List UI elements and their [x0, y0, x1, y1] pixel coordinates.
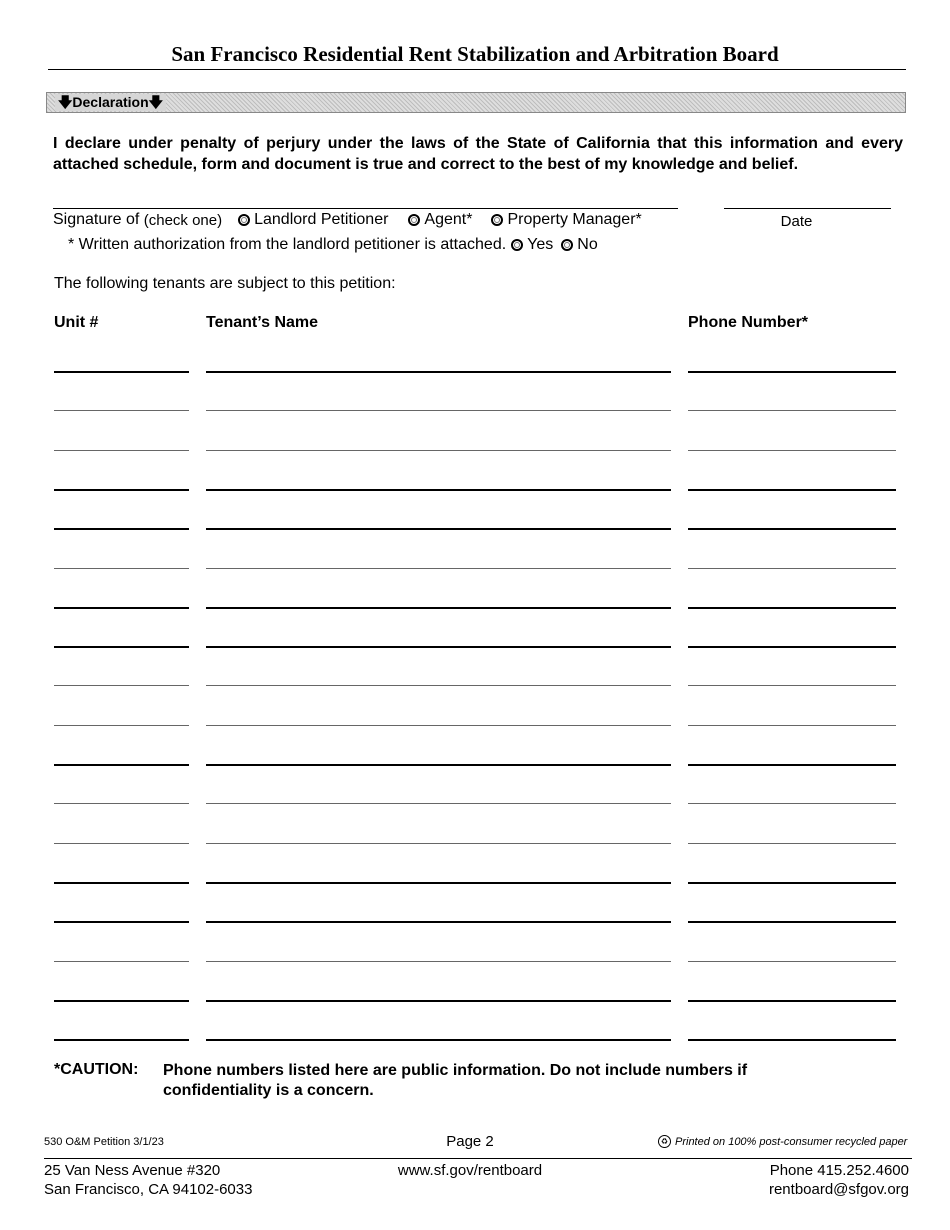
- date-label: Date: [780, 213, 813, 230]
- tenants-intro: The following tenants are subject to this petition:: [54, 275, 396, 292]
- check-one-note: (check one): [143, 211, 223, 229]
- tenant-name-field[interactable]: [206, 685, 671, 686]
- tenant-name-field[interactable]: [206, 1039, 671, 1041]
- column-header-tenant-name: Tenant’s Name: [206, 314, 319, 331]
- tenant-name-field[interactable]: [206, 882, 671, 884]
- footer-contact: [769, 1161, 909, 1199]
- tenant-name-field[interactable]: [206, 489, 671, 491]
- arrow-down-icon: 🡇: [58, 94, 73, 110]
- phone-field[interactable]: [688, 725, 896, 726]
- radio-authorization-yes[interactable]: Yes: [511, 236, 553, 254]
- unit-field[interactable]: [54, 961, 189, 962]
- authorization-row: [68, 236, 598, 254]
- caution-label: *CAUTION:: [54, 1061, 139, 1078]
- radio-circle-icon[interactable]: [408, 214, 420, 226]
- phone-field[interactable]: [688, 1000, 896, 1002]
- recycled-note: [658, 1135, 907, 1148]
- address-line-2: San Francisco, CA 94102-6033: [44, 1181, 253, 1198]
- caution-text: Phone numbers listed here are public information. Do not include numbers if confidentiality is a concern.: [163, 1062, 748, 1099]
- phone-field[interactable]: [688, 646, 896, 648]
- radio-agent[interactable]: Agent*: [408, 211, 472, 229]
- unit-field[interactable]: [54, 685, 189, 686]
- tenant-name-field[interactable]: [206, 528, 671, 530]
- unit-field[interactable]: [54, 725, 189, 726]
- tenant-name-field[interactable]: [206, 803, 671, 804]
- unit-field[interactable]: [54, 528, 189, 530]
- email-link[interactable]: rentboard@sfgov.org: [768, 1181, 909, 1198]
- phone-number: Phone 415.252.4600: [769, 1162, 909, 1179]
- address-line-1: 25 Van Ness Avenue #320: [44, 1162, 221, 1179]
- unit-field[interactable]: [54, 646, 189, 648]
- unit-field[interactable]: [54, 450, 189, 451]
- unit-field[interactable]: [54, 921, 189, 923]
- tenant-name-field[interactable]: [206, 568, 671, 569]
- tenant-name-field[interactable]: [206, 764, 671, 766]
- page-title: San Francisco Residential Rent Stabilization and Arbitration Board: [171, 42, 779, 66]
- unit-field[interactable]: [54, 882, 189, 884]
- phone-field[interactable]: [688, 882, 896, 884]
- phone-field[interactable]: [688, 450, 896, 451]
- unit-field[interactable]: [54, 1000, 189, 1002]
- tenant-name-field[interactable]: [206, 725, 671, 726]
- tenant-name-field[interactable]: [206, 1000, 671, 1002]
- phone-field[interactable]: [688, 371, 896, 373]
- tenant-name-field[interactable]: [206, 450, 671, 451]
- tenant-name-field[interactable]: [206, 607, 671, 609]
- unit-field[interactable]: [54, 764, 189, 766]
- tenant-name-field[interactable]: [206, 410, 671, 411]
- unit-field[interactable]: [54, 1039, 189, 1041]
- section-heading-text: Declaration: [72, 94, 149, 110]
- radio-landlord-petitioner[interactable]: Landlord Petitioner: [238, 211, 388, 229]
- phone-field[interactable]: [688, 803, 896, 804]
- unit-field[interactable]: [54, 489, 189, 491]
- phone-field[interactable]: [688, 764, 896, 766]
- signature-line[interactable]: [53, 208, 678, 209]
- tenant-name-field[interactable]: [206, 921, 671, 923]
- radio-authorization-no[interactable]: No: [561, 236, 597, 254]
- radio-circle-icon[interactable]: [491, 214, 503, 226]
- declaration-section-bar: [46, 92, 906, 113]
- page-number: Page 2: [446, 1133, 494, 1150]
- phone-field[interactable]: [688, 410, 896, 411]
- signature-label: Signature of: [53, 211, 140, 228]
- column-header-phone: Phone Number*: [688, 314, 809, 331]
- website-link[interactable]: www.sf.gov/rentboard: [397, 1162, 543, 1179]
- footer-divider: [44, 1158, 912, 1159]
- phone-field[interactable]: [688, 843, 896, 844]
- authorization-text: * Written authorization from the landlord petitioner is attached.: [68, 236, 507, 253]
- radio-circle-icon[interactable]: [238, 214, 250, 226]
- unit-field[interactable]: [54, 607, 189, 609]
- radio-property-manager[interactable]: Property Manager*: [491, 211, 641, 229]
- form-id: 530 O&M Petition 3/1/23: [44, 1136, 164, 1148]
- phone-field[interactable]: [688, 607, 896, 609]
- tenant-name-field[interactable]: [206, 371, 671, 373]
- phone-field[interactable]: [688, 568, 896, 569]
- phone-field[interactable]: [688, 685, 896, 686]
- tenant-name-field[interactable]: [206, 961, 671, 962]
- unit-field[interactable]: [54, 410, 189, 411]
- signature-row: [53, 211, 642, 229]
- unit-field[interactable]: [54, 371, 189, 373]
- title-divider: [48, 69, 906, 70]
- phone-field[interactable]: [688, 921, 896, 923]
- recycle-icon: ♻: [658, 1135, 671, 1148]
- radio-circle-icon[interactable]: [511, 239, 523, 251]
- radio-circle-icon[interactable]: [561, 239, 573, 251]
- tenant-name-field[interactable]: [206, 646, 671, 648]
- recycled-text: Printed on 100% post-consumer recycled paper: [675, 1135, 908, 1148]
- declaration-text: I declare under penalty of perjury under the laws of the State of California that this information and every attached schedule, form and document is true and correct to the best of my knowledge and belief.: [53, 135, 903, 173]
- date-line[interactable]: [724, 208, 891, 209]
- tenant-name-field[interactable]: [206, 843, 671, 844]
- phone-field[interactable]: [688, 489, 896, 491]
- section-heading: [55, 94, 166, 111]
- phone-field[interactable]: [688, 1039, 896, 1041]
- phone-field[interactable]: [688, 961, 896, 962]
- phone-field[interactable]: [688, 528, 896, 530]
- unit-field[interactable]: [54, 803, 189, 804]
- column-header-unit: Unit #: [54, 314, 99, 331]
- arrow-down-icon: 🡇: [148, 94, 164, 110]
- unit-field[interactable]: [54, 843, 189, 844]
- unit-field[interactable]: [54, 568, 189, 569]
